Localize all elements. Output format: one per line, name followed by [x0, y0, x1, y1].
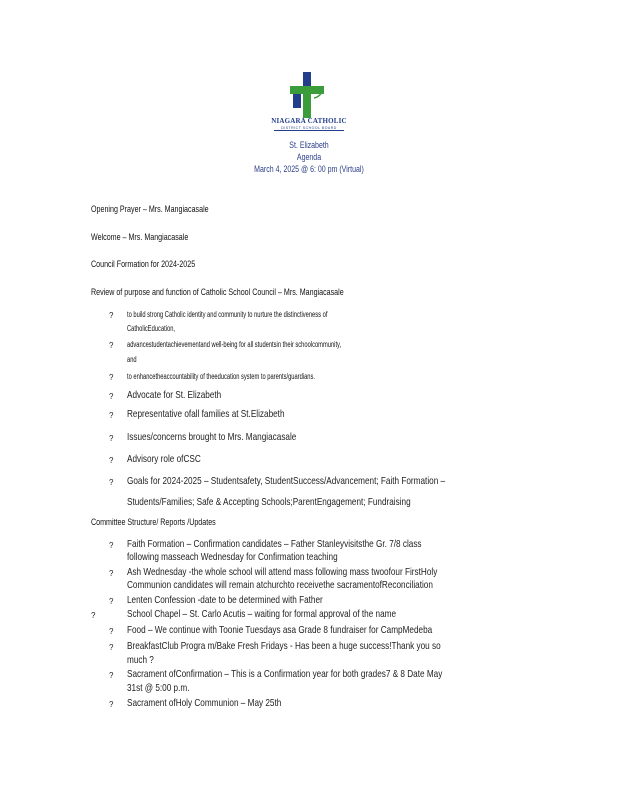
committee-bullet-line: Lenten Confession -date to be determined with Father [127, 594, 323, 606]
committee-bullet-line: Ash Wednesday -the whole school will attend mass following mass twoofour FirstHoly [127, 566, 438, 578]
logo-divider [274, 130, 344, 131]
bullet-glyph: ? [109, 392, 114, 401]
bullet-glyph: ? [109, 411, 114, 420]
logo-subtext: DISTRICT SCHOOL BOARD [281, 126, 337, 130]
bullet-glyph: ? [109, 478, 114, 487]
bullet-glyph: ? [109, 627, 114, 636]
bullet-glyph: ? [109, 671, 114, 680]
committee-bullet-line: much ? [127, 654, 154, 666]
goals-line: Goals for 2024-2025 – Studentsafety, StudentSuccess/Advancement; Faith Formation – [127, 475, 446, 487]
review-bullet-representative: Representative ofall families at St.Elizabeth [127, 408, 285, 420]
committee-bullet-line: Faith Formation – Confirmation candidates – Father Stanleyvisitsthe Gr. 7/8 class [127, 538, 422, 550]
review-bullet-line: and [127, 355, 137, 364]
agenda-title: Agenda [296, 152, 322, 162]
review-bullet-line: to build strong Catholic identity and community to nurture the distinctiveness of [127, 310, 328, 319]
committee-heading: Committee Structure/ Reports /Updates [91, 517, 216, 528]
bullet-glyph: ? [109, 456, 114, 465]
review-bullet-line: advancestudentachievementand well-being for all studentsin their schoolcommunity, [127, 340, 342, 349]
bullet-glyph: ? [109, 597, 114, 606]
review-purpose: Review of purpose and function of Catholic School Council – Mrs. Mangiacasale [91, 287, 344, 298]
bullet-glyph: ? [109, 311, 114, 320]
logo-text: NIAGARA CATHOLIC [271, 117, 347, 125]
review-bullet-advocate: Advocate for St. Elizabeth [127, 389, 222, 401]
bullet-glyph: ? [109, 643, 114, 652]
review-bullet-issues: Issues/concerns brought to Mrs. Mangiacasale [127, 431, 297, 443]
opening-prayer: Opening Prayer – Mrs. Mangiacasale [91, 204, 209, 215]
niagara-catholic-cross-logo [290, 72, 326, 118]
committee-bullet-line: School Chapel – St. Carlo Acutis – waiting for formal approval of the name [127, 608, 397, 620]
school-name: St. Elizabeth [289, 140, 329, 150]
review-bullet-line: to enhancetheaccountability of theeducation system to parents/guardians. [127, 372, 315, 381]
goals-line: Students/Families; Safe & Accepting Schools;ParentEngagement; Fundraising [127, 496, 411, 508]
committee-bullet-line: Food – We continue with Toonie Tuesdays asa Grade 8 fundraiser for CampMedeba [127, 624, 433, 636]
meeting-date: March 4, 2025 @ 6: 00 pm (Virtual) [254, 164, 364, 174]
review-bullet-line: CatholicEducation, [127, 324, 176, 333]
council-formation: Council Formation for 2024-2025 [91, 259, 196, 270]
committee-bullet-line: Sacrament ofConfirmation – This is a Confirmation year for both grades7 & 8 Date May [127, 668, 443, 680]
bullet-glyph: ? [91, 611, 96, 620]
bullet-glyph: ? [109, 434, 114, 443]
committee-bullet-line: following masseach Wednesday for Confirmation teaching [127, 551, 338, 563]
committee-bullet-line: BreakfastClub Progra m/Bake Fresh Fridays - Has been a huge success!Thank you so [127, 640, 441, 652]
committee-bullet-line: Sacrament ofHoly Communion – May 25th [127, 697, 282, 709]
welcome: Welcome – Mrs. Mangiacasale [91, 232, 189, 243]
bullet-glyph: ? [109, 541, 114, 550]
bullet-glyph: ? [109, 569, 114, 578]
review-bullet-advisory: Advisory role ofCSC [127, 453, 201, 465]
committee-bullet-line: Communion candidates will remain atchurchto receivethe sacramentofReconciliation [127, 579, 433, 591]
bullet-glyph: ? [109, 341, 114, 350]
bullet-glyph: ? [109, 700, 114, 709]
bullet-glyph: ? [109, 373, 114, 382]
committee-bullet-line: 31st @ 5:00 p.m. [127, 682, 190, 694]
